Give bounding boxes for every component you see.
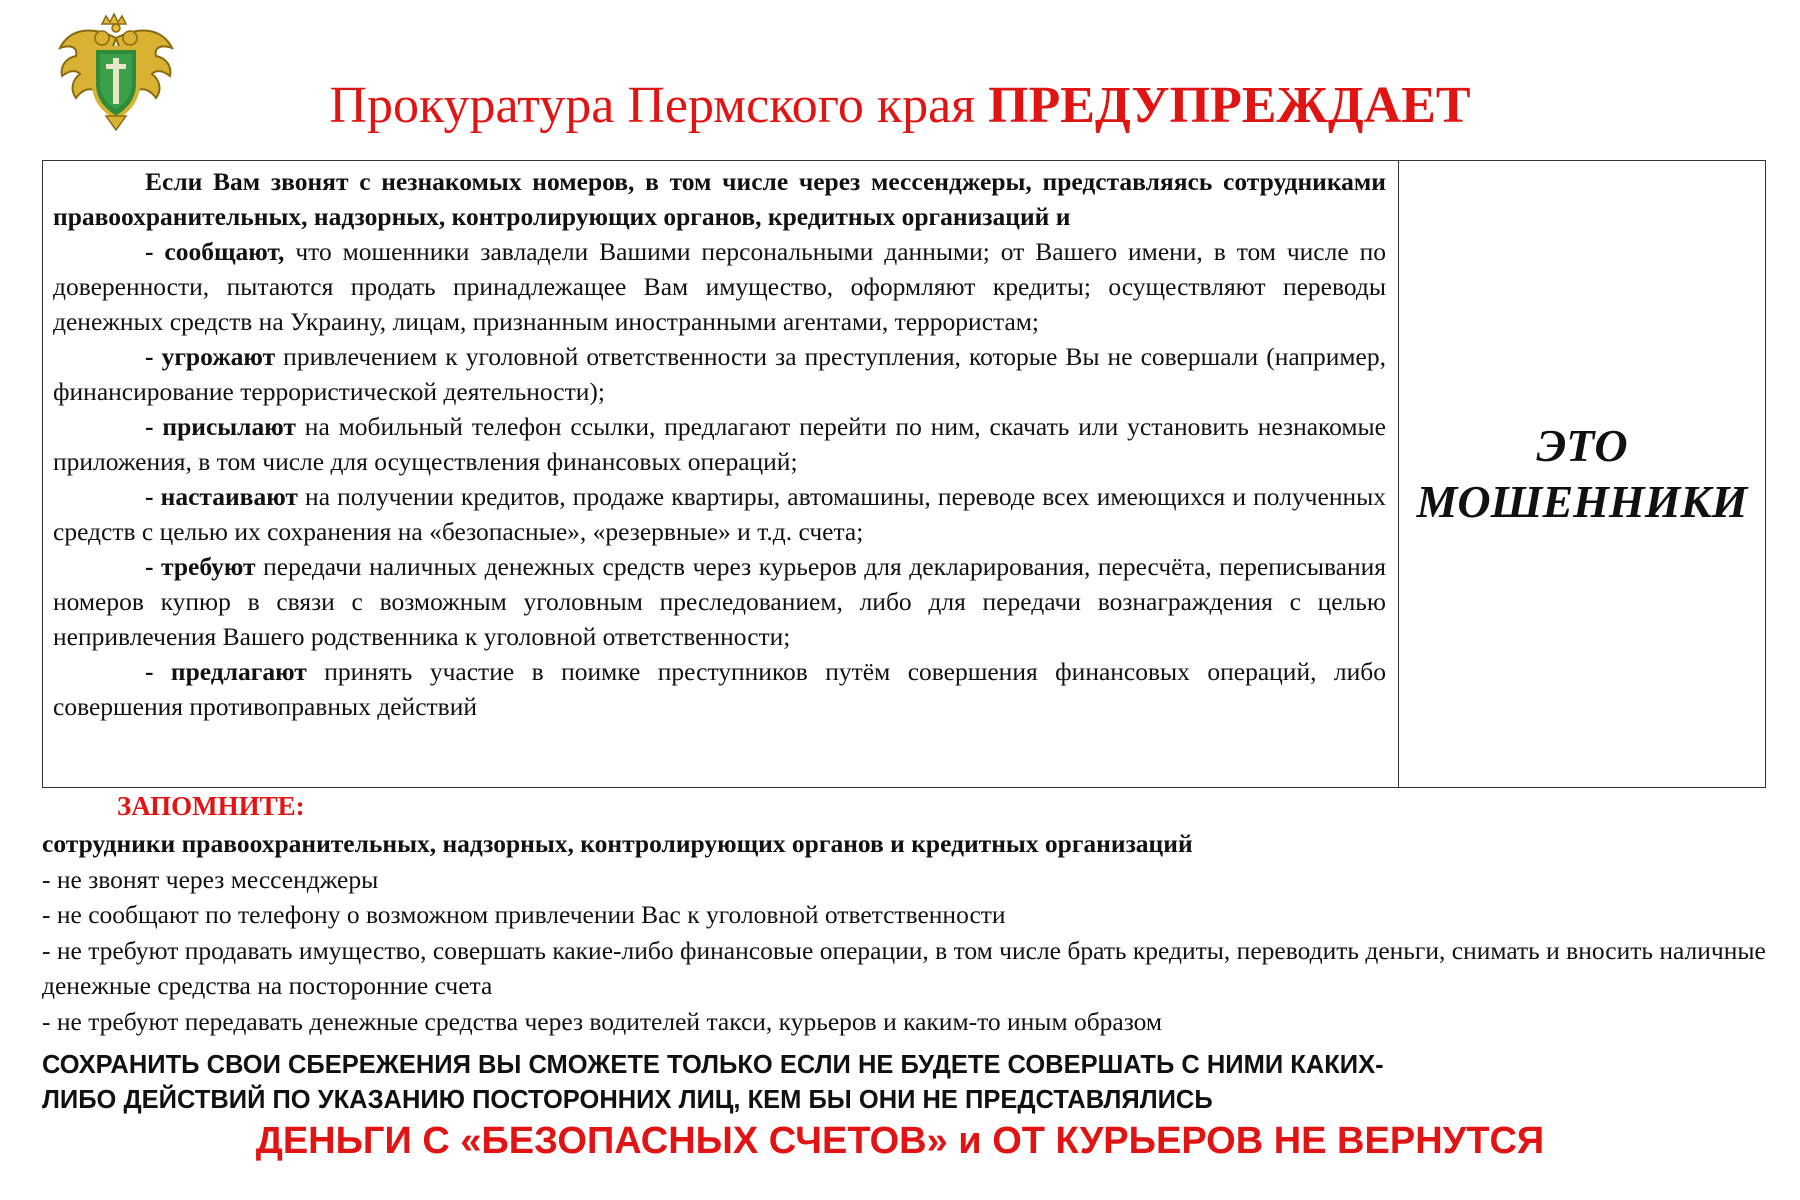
page-title	[0, 76, 1800, 136]
warning-item	[53, 479, 1386, 549]
remember-point: - не звонят через мессенджеры	[42, 864, 379, 894]
warning-item-lead: - требуют	[145, 552, 256, 581]
savings-notice	[42, 1048, 1748, 1118]
remember-list	[42, 826, 1782, 1039]
warning-item-text: на получении кредитов, продаже квартиры, автомашины, переводе всех имеющихся и полученных средств с целью их сохранения на «безопасные», «резервные» и т.д. счета;	[53, 482, 1386, 546]
warning-intro: Если Вам звонят с незнакомых номеров, в том числе через мессенджеры, представляясь сотрудниками правоохранительных, надзорных, контролирующих органов, кредитных организаций и	[53, 167, 1386, 231]
remember-point: - не требуют передавать денежные средства через водителей такси, курьеров и каким-то иным образом	[42, 1006, 1163, 1036]
warning-item-text: что мошенники завладели Вашими персональными данными; от Вашего имени, в том числе по доверенности, пытаются продать принадлежащее Вам имущество, оформляют кредиты; осуществляют переводы денежных средств на Украину, лицам, признанным иностранными агентами, террористам;	[53, 237, 1386, 336]
warning-table	[42, 160, 1766, 788]
warning-item	[53, 549, 1386, 654]
warning-item-text: привлечением к уголовной ответственности за преступления, которые Вы не совершали (например, финансирование террористической деятельности);	[53, 342, 1386, 406]
warning-item-lead: - предлагают	[145, 657, 307, 686]
warning-item	[53, 234, 1386, 339]
remember-point: - не сообщают по телефону о возможном привлечении Вас к уголовной ответственности	[42, 900, 1006, 929]
final-warning: ДЕНЬГИ С «БЕЗОПАСНЫХ СЧЕТОВ» и ОТ КУРЬЕРОВ НЕ ВЕРНУТСЯ	[255, 1120, 1545, 1162]
warning-item-text: принять участие в поимке преступников путём совершения финансовых операций, либо совершения противоправных действий	[53, 657, 1386, 721]
verdict-cell	[1399, 161, 1765, 787]
savings-notice-line-1: СОХРАНИТЬ СВОИ СБЕРЕЖЕНИЯ ВЫ СМОЖЕТЕ ТОЛЬКО ЕСЛИ НЕ БУДЕТЕ СОВЕРШАТЬ С НИМИ КАКИХ-	[42, 1051, 1384, 1079]
warning-item	[53, 654, 1386, 724]
verdict-line-1: ЭТО	[1536, 420, 1628, 471]
title-authority: Прокуратура Пермского края	[329, 77, 976, 134]
verdict-line-2: МОШЕННИКИ	[1416, 476, 1748, 527]
remember-point: - не требуют продавать имущество, совершать какие-либо финансовые операции, в том числе брать кредиты, переводить деньги, снимать и вносить наличные денежные средства на посторонние счета	[42, 935, 1766, 1000]
warning-item-text: на мобильный телефон ссылки, предлагают перейти по ним, скачать или установить незнакомые приложения, в том числе для осуществления финансовых операций;	[53, 412, 1386, 476]
remember-label: ЗАПОМНИТЕ:	[117, 791, 305, 821]
warning-item-lead: - угрожают	[145, 342, 276, 371]
warning-item-text: передачи наличных денежных средств через курьеров для декларирования, пересчёта, переписывания номеров купюр в связи с возможным уголовным преследованием, либо для передачи вознаграждения с целью непривлечения Вашего родственника к уголовной ответственности;	[53, 552, 1386, 651]
warning-item-lead: - присылают	[145, 412, 296, 441]
savings-notice-line-2: ЛИБО ДЕЙСТВИЙ ПО УКАЗАНИЮ ПОСТОРОННИХ ЛИЦ, КЕМ БЫ ОНИ НЕ ПРЕДСТАВЛЯЛИСЬ	[42, 1086, 1213, 1114]
title-warning: ПРЕДУПРЕЖДАЕТ	[988, 77, 1471, 134]
warning-item	[53, 409, 1386, 479]
warning-text-cell	[43, 161, 1399, 787]
warning-item	[53, 339, 1386, 409]
warning-item-lead: - сообщают,	[145, 237, 285, 266]
warning-item-lead: - настаивают	[145, 482, 298, 511]
remember-heading: сотрудники правоохранительных, надзорных, контролирующих органов и кредитных организаций	[42, 829, 1193, 858]
